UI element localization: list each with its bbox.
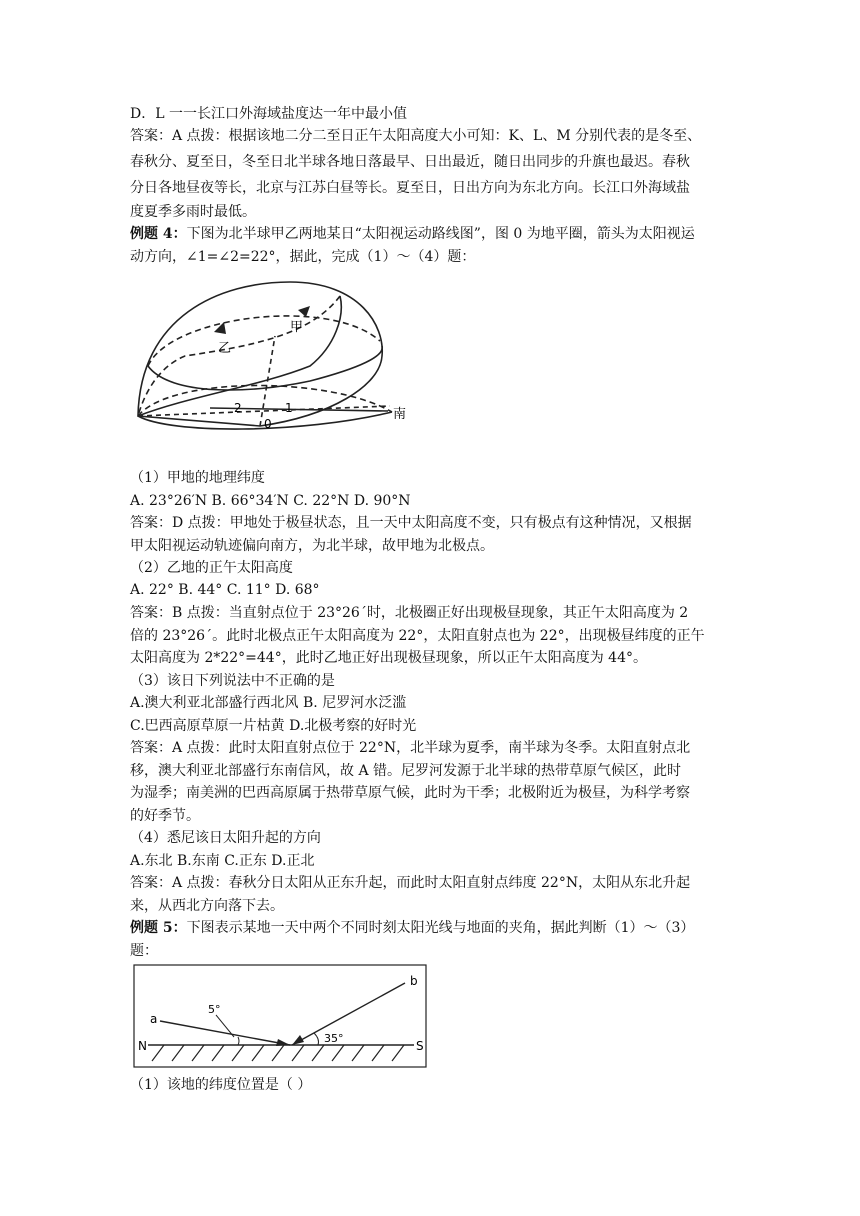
label-angle-1: 1 xyxy=(285,401,293,415)
text-line: 甲太阳视运动轨迹偏向南方，为北半球，故甲地为北极点。 xyxy=(130,538,494,554)
parallel-jia-front xyxy=(148,346,382,390)
label-b: b xyxy=(410,974,418,988)
text-line: A.澳大利亚北部盛行西北风 B. 尼罗河水泛滥 xyxy=(130,695,407,711)
example-5-heading: 例题 5： xyxy=(130,920,187,936)
arrow-head-b xyxy=(292,1035,304,1045)
text-line: 太阳高度为 2*22°=44°，此时乙地正好出现极昼现象，所以正午太阳高度为 44°。 xyxy=(130,650,647,666)
label-nan: 南 xyxy=(393,407,407,422)
text-line: A. 22° B. 44° C. 11° D. 68° xyxy=(130,582,320,598)
text-line: 倍的 23°26´。此时北极点正午太阳高度为 22°，太阳直射点也为 22°，出现极昼纬度的正午 xyxy=(130,628,705,644)
text-line: 分日各地昼夜等长，北京与江苏白昼等长。夏至日，日出方向为东北方向。长江口外海域盐 xyxy=(130,180,690,196)
sun-angle-diagram xyxy=(130,963,430,1069)
text-line: 为湿季；南美洲的巴西高原属于热带草原气候，此时为干季；北极附近为极昼，为科学考察 xyxy=(130,785,690,801)
text-line: 度夏季多雨时最低。 xyxy=(130,204,256,220)
text-line: （1）该地的纬度位置是（ ） xyxy=(130,1077,312,1093)
text-line: （3）该日下列说法中不正确的是 xyxy=(130,673,335,689)
example-4-heading: 例题 4： xyxy=(130,226,187,242)
text-line: （4）悉尼该日太阳升起的方向 xyxy=(130,830,321,846)
label-angle-5: 5° xyxy=(208,1003,221,1016)
text-line: 题： xyxy=(130,943,158,959)
label-jia: 甲 xyxy=(290,320,304,335)
text-line: 的好季节。 xyxy=(130,808,200,824)
text-line: 答案：B 点拨：当直射点位于 23°26´时，北极圈正好出现极昼现象，其正午太阳高度为 2 xyxy=(130,605,689,621)
arrow-head-jia xyxy=(298,306,310,317)
text-line: 答案：A 点拨：此时太阳直射点位于 22°N，北半球为夏季，南半球为冬季。太阳直射点北 xyxy=(130,740,691,756)
label-angle-35: 35° xyxy=(324,1032,344,1045)
label-origin-0: 0 xyxy=(264,417,272,431)
arrow-head-a xyxy=(276,1039,290,1046)
text-line: （1）甲地的地理纬度 xyxy=(130,470,265,486)
label-north: N xyxy=(138,1039,147,1053)
sun-ray-b xyxy=(292,983,405,1045)
text-line: 动方向，∠1=∠2=22°，据此，完成（1）～（4）题： xyxy=(130,249,476,265)
example-5-line xyxy=(130,917,694,939)
text-line: C.巴西高原草原一片枯黄 D.北极考察的好时光 xyxy=(130,718,417,734)
angle-arc-35 xyxy=(314,1033,319,1045)
sun-path-diagram xyxy=(130,276,410,446)
angle-arc-5 xyxy=(238,1037,239,1045)
example-4-line xyxy=(130,223,695,245)
diagram-frame xyxy=(134,965,426,1067)
label-angle-2: 2 xyxy=(234,401,242,415)
ground-hatching xyxy=(152,1045,404,1061)
label-a: a xyxy=(150,1012,158,1026)
parallel-jia-back xyxy=(148,316,380,366)
text-line: 答案：D 点拨：甲地处于极昼状态，且一天中太阳高度不变，只有极点有这种情况，又根据 xyxy=(130,515,692,531)
text-line: 来，从西北方向落下去。 xyxy=(130,898,284,914)
text-line: A. 23°26′N B. 66°34′N C. 22°N D. 90°N xyxy=(130,493,411,509)
example-5-text: 下图表示某地一天中两个不同时刻太阳光线与地面的夹角，据此判断（1）～（3） xyxy=(186,920,695,936)
label-south: S xyxy=(416,1039,424,1053)
text-line: （2）乙地的正午太阳高度 xyxy=(130,560,293,576)
text-line: 答案：A 点拨：根据该地二分二至日正午太阳高度大小可知：K、L、M 分别代表的是冬至、 xyxy=(130,128,702,144)
text-line: D．L 一一长江口外海域盐度达一年中最小值 xyxy=(130,106,407,122)
text-line: 移，澳大利亚北部盛行东南信风，故 A 错。尼罗河发源于北半球的热带草原气候区，此时 xyxy=(130,763,682,779)
label-yi: 乙 xyxy=(218,341,232,356)
text-line: 答案：A 点拨：春秋分日太阳从正东升起，而此时太阳直射点纬度 22°N，太阳从东北升起 xyxy=(130,875,691,891)
text-line: 春秋分、夏至日，冬至日北半球各地日落最早、日出最近，随日出同步的升旗也最迟。春秋 xyxy=(130,154,690,170)
text-line: A.东北 B.东南 C.正东 D.正北 xyxy=(130,853,315,869)
sun-ray-a xyxy=(160,1021,290,1045)
example-4-text: 下图为北半球甲乙两地某日“太阳视运动路线图”，图 0 为地平圈，箭头为太阳视运 xyxy=(186,226,695,242)
